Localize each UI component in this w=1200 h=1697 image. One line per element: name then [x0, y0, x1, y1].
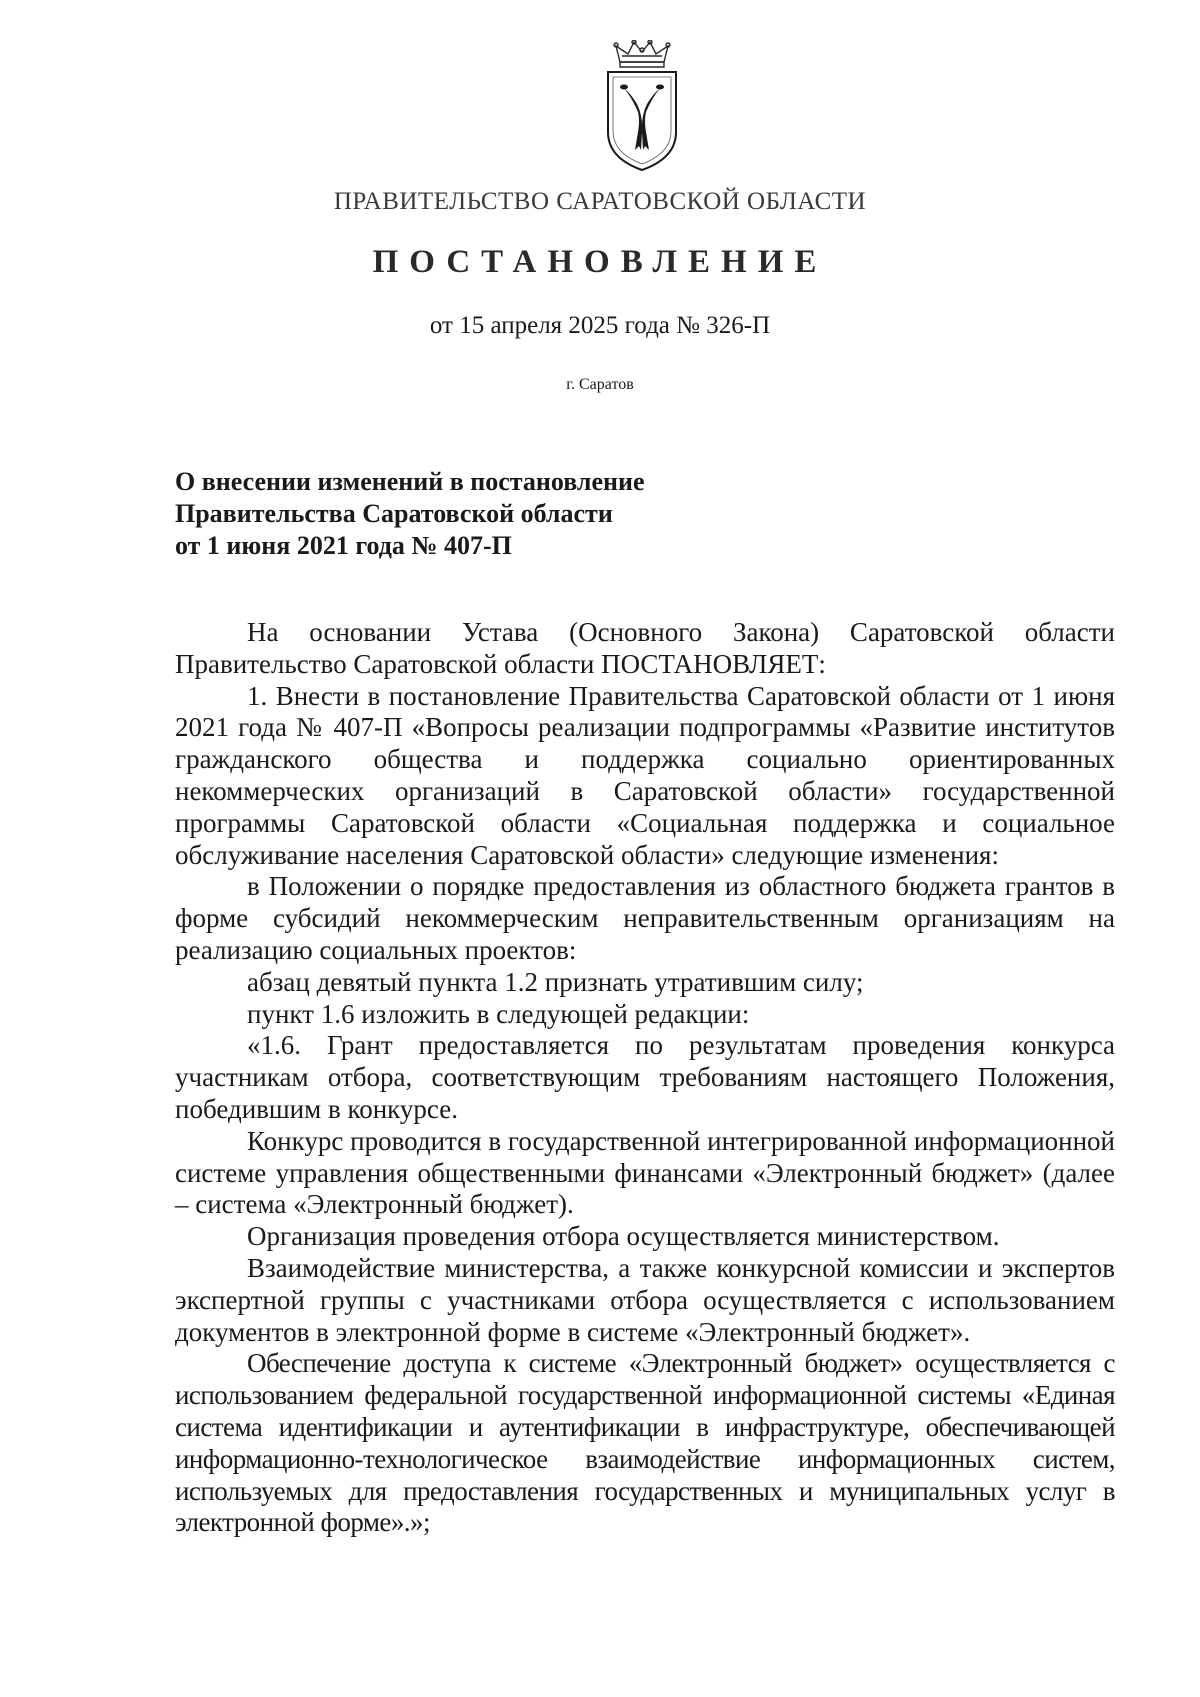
paragraph-regulation: в Положении о порядке предоставления из областного бюджета грантов в форме субсидий некоммерческим неправительственным организациям на реализацию социальных проектов: [175, 871, 1115, 965]
paragraph-preamble: На основании Устава (Основного Закона) Саратовской области Правительство Саратовской области ПОСТАНОВЛЯЕТ: [175, 617, 1115, 679]
document-city: г. Саратов [566, 376, 634, 393]
saratov-coat-of-arms-icon [604, 40, 680, 174]
paragraph-item-1: 1. Внести в постановление Правительства Саратовской области от 1 июня 2021 года № 407-П «Вопросы реализации подпрограммы «Развитие институтов гражданского общества и поддержка социально ориентированных некоммерческих организаций в Саратовской области» государственной программы Саратовской области «Социальная поддержка и социальное обслуживание населения Саратовской области» следующие изменения: [175, 680, 1115, 870]
document-date-number: от 15 апреля 2025 года № 326-П [429, 312, 771, 339]
paragraph-contest: Конкурс проводится в государственной интегрированной информационной системе управления общественными финансами «Электронный бюджет» (далее – система «Электронный бюджет). [175, 1125, 1115, 1220]
paragraph-clause-1-6-intro: пункт 1.6 изложить в следующей редакции: [247, 998, 750, 1029]
document-body [175, 617, 1115, 1539]
subject-line-1: О внесении изменений в постановление [175, 467, 645, 496]
government-name: ПРАВИТЕЛЬСТВО САРАТОВСКОЙ ОБЛАСТИ [333, 188, 867, 215]
paragraph-organization: Организация проведения отбора осуществляется министерством. [247, 1221, 1000, 1252]
document-subject [175, 466, 875, 562]
paragraph-interaction: Взаимодействие министерства, а также конкурсной комиссии и экспертов экспертной группы с участниками отбора осуществляется с использованием документов в электронной форме в системе «Электронный бюджет». [175, 1252, 1115, 1347]
paragraph-clause-1-2: абзац девятый пункта 1.2 признать утратившим силу; [247, 966, 864, 997]
subject-line-2: Правительства Саратовской области [175, 499, 613, 528]
document-type: ПОСТАНОВЛЕНИЕ [372, 244, 828, 280]
subject-line-3: от 1 июня 2021 года № 407-П [175, 531, 512, 560]
paragraph-clause-1-6: «1.6. Грант предоставляется по результатам проведения конкурса участникам отбора, соответствующим требованиям настоящего Положения, победившим в конкурсе. [175, 1030, 1115, 1124]
paragraph-access: Обеспечение доступа к системе «Электронный бюджет» осуществляется с использованием федеральной государственной информационной системы «Единая система идентификации и аутентификации в инфраструктуре, обеспечивающей информационно-технологическое взаимодействие информационных систем, используемых для предоставления государственных и муниципальных услуг в электронной форме».»; [175, 1348, 1115, 1538]
